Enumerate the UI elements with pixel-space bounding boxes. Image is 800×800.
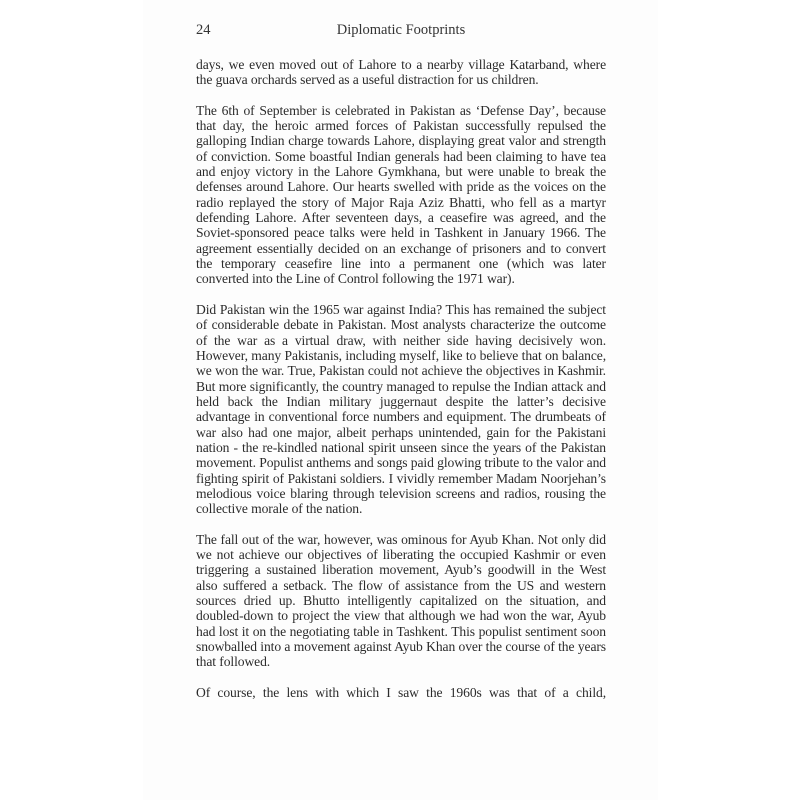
page-number: 24 xyxy=(196,22,211,38)
paragraph-4: The fall out of the war, however, was ominous for Ayub Khan. Not only did we not achieve our objectives of liberating the occupied Kashmir or even triggering a sustained liberation movement, Ayub’s goodwill in the West also suffered a setback. The flow of assistance from the US and western sources dried up. Bhutto intelligently capitalized on the situation, and doubled-down to project the view that although we had won the war, Ayub had lost it on the negotiating table in Tashkent. This populist sentiment soon snowballed into a movement against Ayub Khan over the course of the years that followed. xyxy=(196,531,606,670)
paragraph-1: days, we even moved out of Lahore to a nearby village Katarband, where the guava orchards served as a useful distraction for us children. xyxy=(196,57,606,88)
paragraph-3: Did Pakistan win the 1965 war against India? This has remained the subject of considerable debate in Pakistan. Most analysts characterize the outcome of the war as a virtual draw, with neither side having decisively won. However, many Pakistanis, including myself, like to believe that on balance, we won the war. True, Pakistan could not achieve the objectives in Kashmir. But more significantly, the country managed to repulse the Indian attack and held back the Indian military juggernaut despite the latter’s decisive advantage in conventional force numbers and equipment. The drumbeats of war also had one major, albeit perhaps unintended, gain for the Pakistani nation - the re-kindled national spirit unseen since the years of the Pakistan movement. Populist anthems and songs paid glowing tribute to the valor and fighting spirit of Pakistani soldiers. I vividly remember Madam Noorjehan’s melodious voice blaring through television screens and radios, rousing the collective morale of the nation. xyxy=(196,301,606,517)
running-title: Diplomatic Footprints xyxy=(336,22,466,38)
body-text xyxy=(196,57,606,715)
paragraph-2: The 6th of September is celebrated in Pakistan as ‘Defense Day’, because that day, the heroic armed forces of Pakistan successfully repulsed the galloping Indian charge towards Lahore, displaying great valor and strength of conviction. Some boastful Indian generals had been claiming to have tea and enjoy victory in the Lahore Gymkhana, but were unable to break the defenses around Lahore. Our hearts swelled with pride as the voices on the radio replayed the story of Major Raja Aziz Bhatti, who fell as a martyr defending Lahore. After seventeen days, a ceasefire was agreed, and the Soviet-sponsored peace talks were held in Tashkent in January 1966. The agreement essentially decided on an exchange of prisoners and to convert the temporary ceasefire line into a permanent one (which was later converted into the Line of Control following the 1971 war). xyxy=(196,102,606,287)
paragraph-5: Of course, the lens with which I saw the 1960s was that of a child, xyxy=(196,684,606,700)
page-header xyxy=(196,22,606,42)
